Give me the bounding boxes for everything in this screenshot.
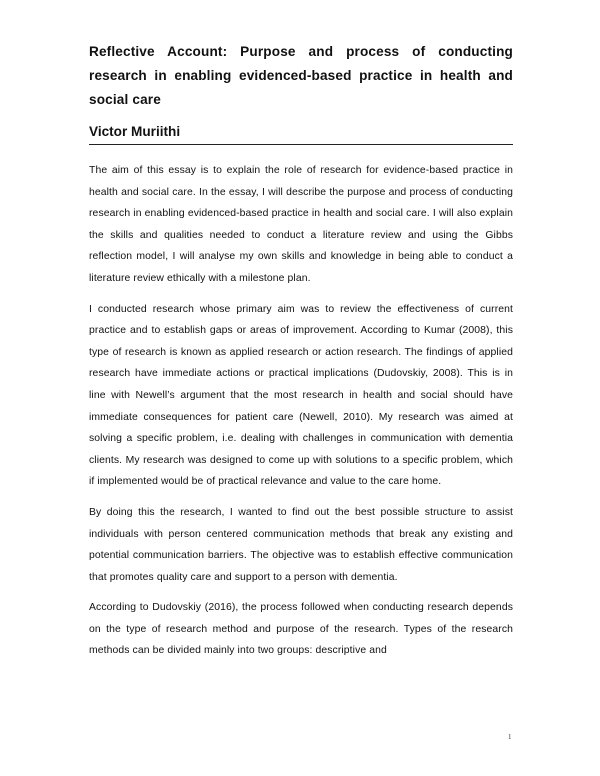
paragraph-intro: The aim of this essay is to explain the role of research for evidence-based practice in health and social care. In the essay, I will describe the purpose and process of conducting research in enabling evidenced-based practice in health and social care. I will also explain the skills and qualities needed to conduct a literature review and using the Gibbs reflection model, I will analyse my own skills and knowledge in being able to conduct a literature review ethically with a milestone plan. — [89, 165, 513, 284]
document-body — [89, 160, 513, 671]
document-title: Reflective Account: Purpose and process of conducting research in enabling evidenced-based practice in health and social care — [89, 44, 513, 107]
paragraph-research-aim: I conducted research whose primary aim was to review the effectiveness of current practice and to establish gaps or areas of improvement. According to Kumar (2008), this type of research is known as applied research or action research. The findings of applied research have immediate actions or practical implications (Dudovskiy, 2008). This is in line with Newell’s argument that the most research in health and social should have immediate consequences for patient care (Newell, 2010). My research was aimed at solving a specific problem, i.e. dealing with challenges in communication with dementia clients. My research was designed to come up with solutions to a specific problem, which if implemented would be of practical relevance and value to the care home. — [89, 303, 513, 488]
page-number: 1 — [508, 733, 512, 741]
paragraph-research-process: According to Dudovskiy (2016), the process followed when conducting research depends on the type of research method and purpose of the research. Types of the research methods can be divided mainly into two groups: descriptive and — [89, 602, 513, 657]
paragraph-research-objective: By doing this the research, I wanted to find out the best possible structure to assist individuals with person centered communication methods that break any existing and potential communication barriers. The objective was to establish effective communication that promotes quality care and support to a person with dementia. — [89, 506, 513, 583]
author-name: Victor Muriithi — [89, 122, 513, 145]
